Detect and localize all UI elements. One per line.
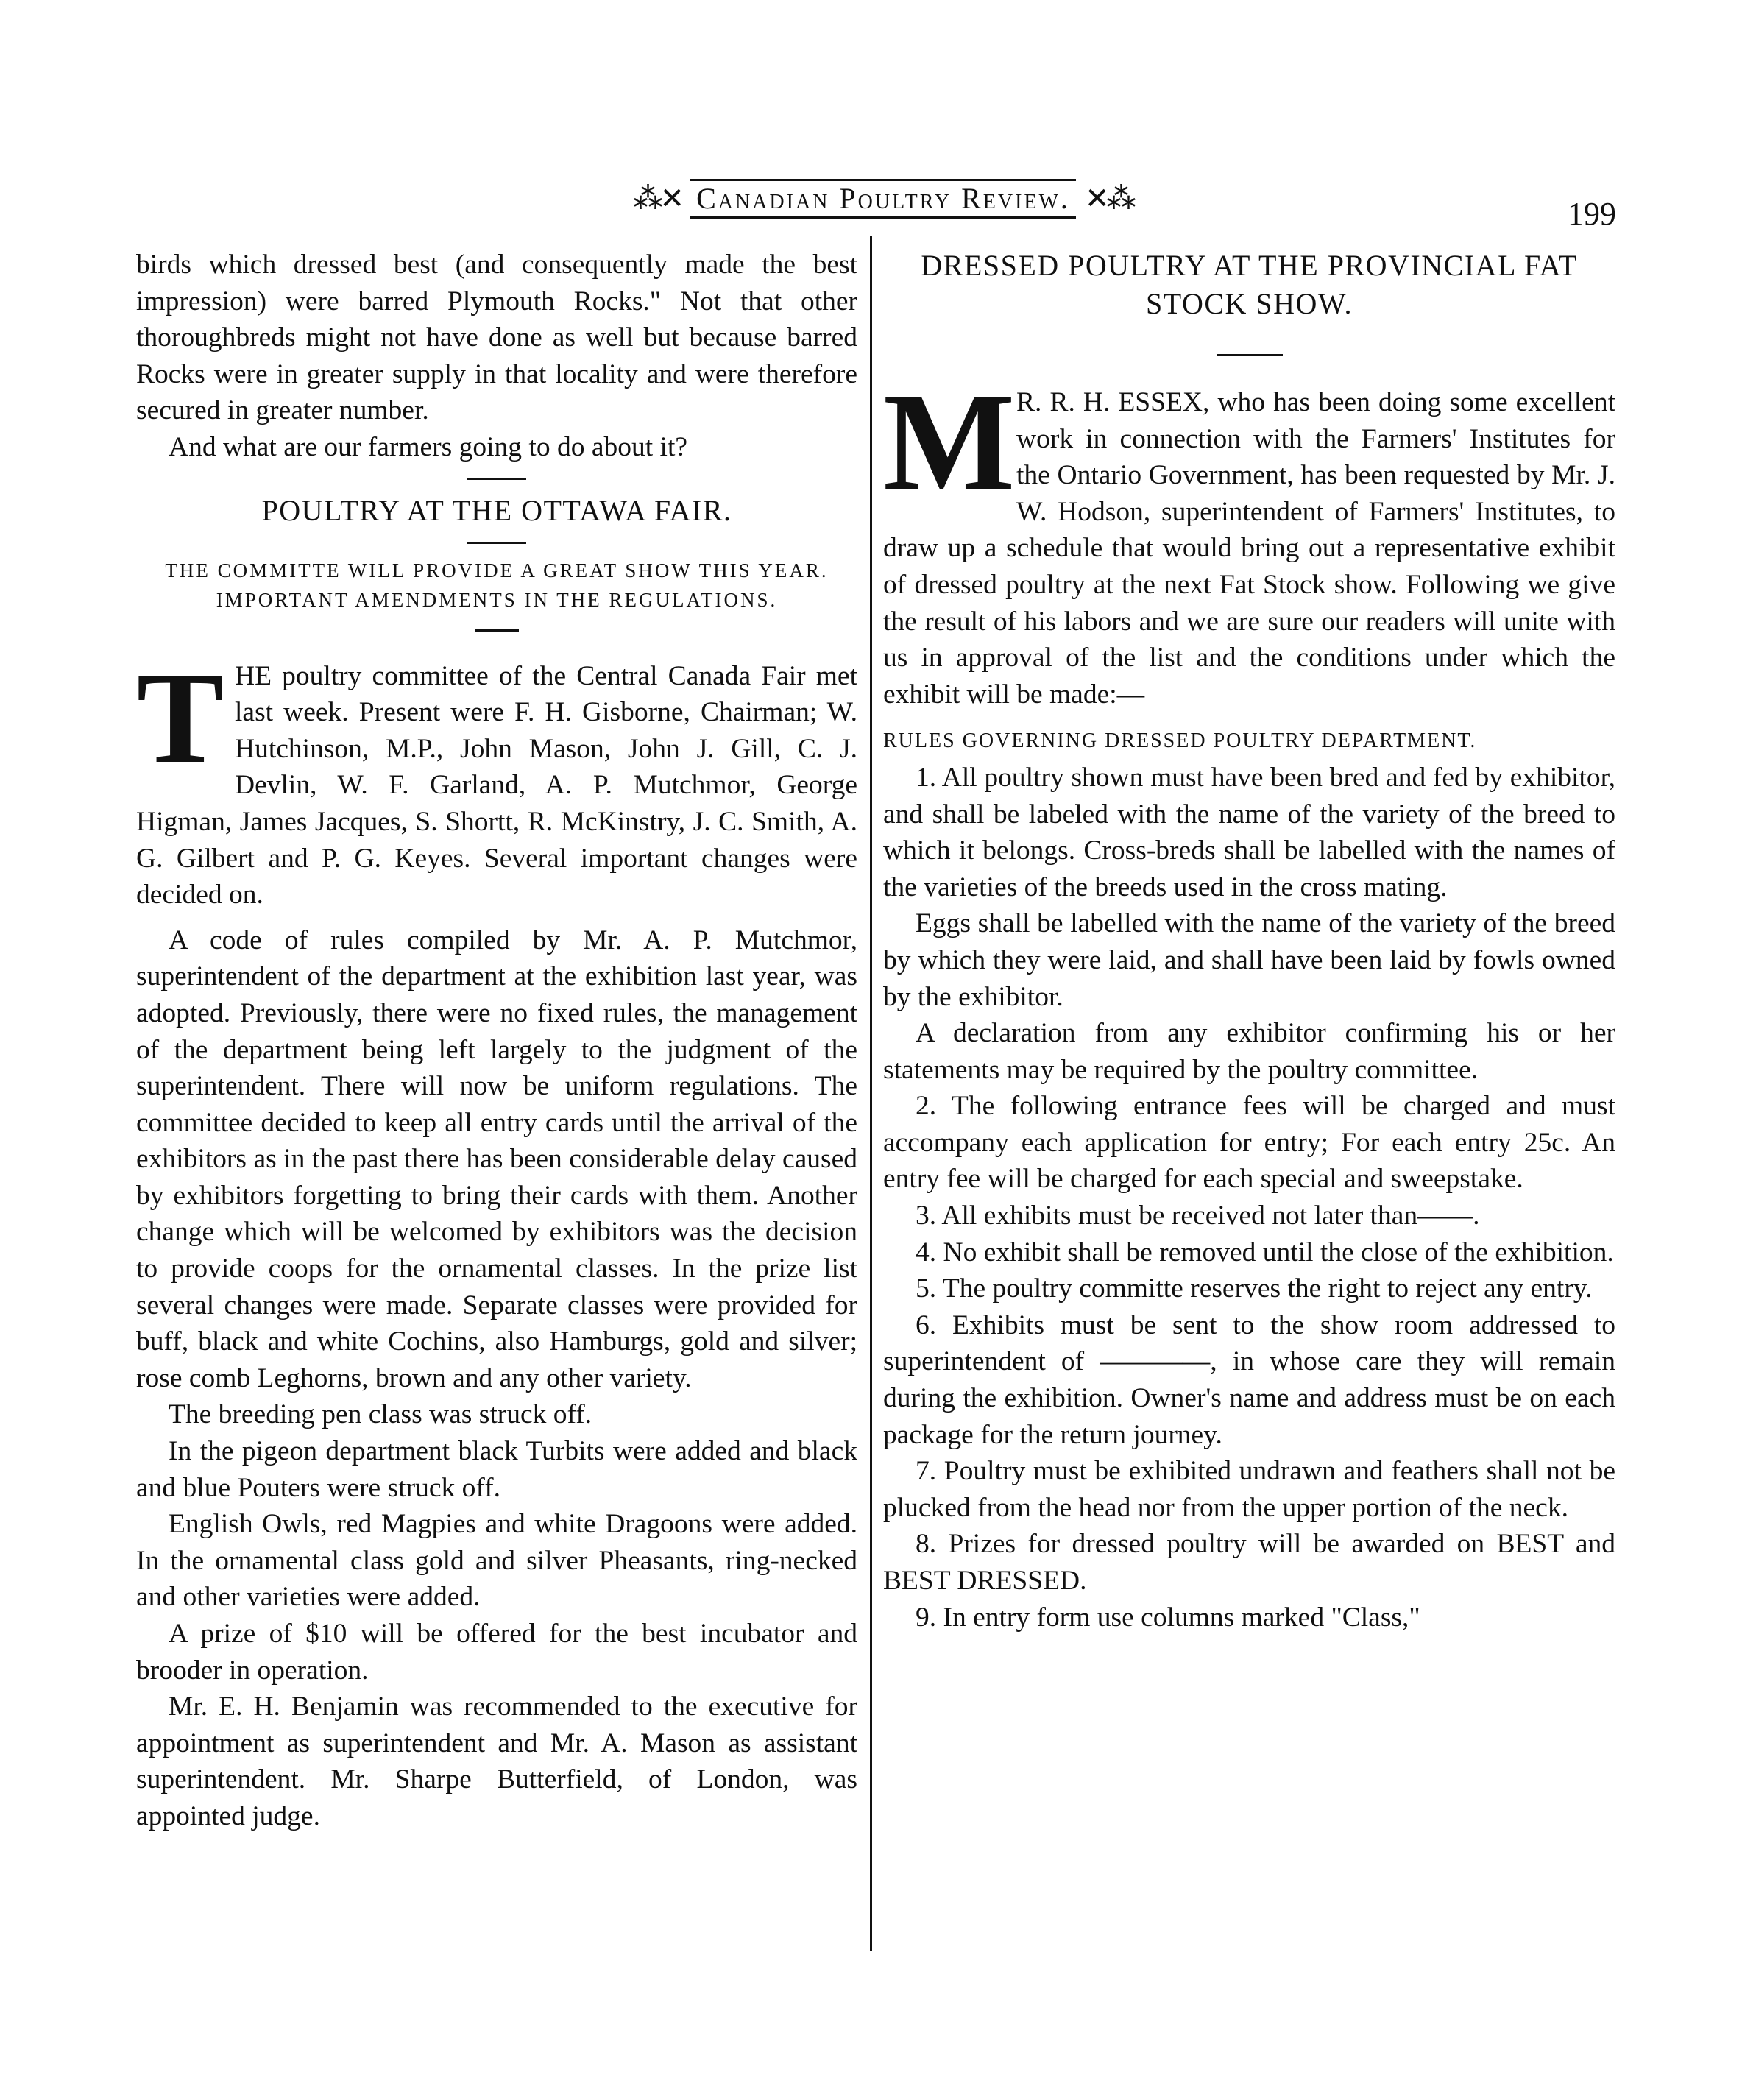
paragraph: Mr. E. H. Benjamin was recommended to the executive for appointment as superintendent and Mr. A. Mason as assistant superintendent. Mr. Sharpe Butterfield, of London, was appointed judge. [136,1691,857,1831]
rule-item: 5. The poultry committe reserves the right to reject any entry. [916,1273,1593,1304]
paragraph: The breeding pen class was struck off. [169,1399,592,1430]
dressed-poultry-heading: DRESSED POULTRY AT THE PROVINCIAL FAT STOCK SHOW. [921,249,1578,320]
rule-item: 8. Prizes for dressed poultry will be awarded on BEST and BEST DRESSED. [883,1529,1615,1596]
rule-item: 2. The following entrance fees will be charged and must accompany each application for entry; For each entry 25c. An entry fee will be charged for each special and sweepstake. [883,1091,1615,1195]
continued-paragraph: birds which dressed best (and consequently made the best impression) were barred Plymouth Rocks." Not that other thoroughbreds might not have done as well but because barred Rocks were in greater supply in that locality and were therefore secured in greater number. [136,250,857,426]
rule-item: 7. Poultry must be exhibited undrawn and feathers shall not be plucked from the head nor from the upper portion of the neck. [883,1456,1615,1523]
masthead-title: Canadian Poultry Review. [690,179,1076,219]
drop-cap-m: M [883,365,1016,520]
rule [475,629,519,632]
rule [1217,354,1283,356]
rule-item: 9. In entry form use columns marked "Class," [916,1602,1420,1633]
committee-paragraph: HE poultry committee of the Central Canada Fair met last week. Present were F. H. Gisborne, Chairman; W. Hutchinson, M.P., John Mason, John J. Gill, C. J. Devlin, W. F. Garland, A. P. Mutchmor, George Higman, James Jacques, S. Shortt, R. McKinstry, J. C. Smith, A. G. Gilbert and P. G. Keyes. Several important changes were decided on. [136,660,857,911]
column-divider [870,236,872,1951]
essex-paragraph: R. R. H. ESSEX, who has been doing some excellent work in connection with the Farmers' Institutes for the Ontario Government, has been requested by Mr. J. W. Hodson, superintendent of Farmers' Institutes, to draw up a schedule that would bring out a representative exhibit of dressed poultry at the next Fat Stock show. Following we give the result of his labors and we are sure our readers will unite with us in approval of the list and the conditions under which the exhibit will be made:— [883,387,1615,710]
right-column [883,247,1615,1636]
paragraph: English Owls, red Magpies and white Dragoons were added. In the ornamental class gold and silver Pheasants, ring-necked and other varieties were added. [136,1509,857,1613]
masthead [603,177,1163,221]
rule-item: A declaration from any exhibitor confirming his or her statements may be required by the poultry committee. [883,1018,1615,1085]
ottawa-fair-heading: POULTRY AT THE OTTAWA FAIR. [261,493,732,527]
rule-item: 3. All exhibits must be received not later than——. [916,1201,1480,1231]
rule [467,478,526,480]
drop-cap-t: T [136,644,224,791]
rule-item: 4. No exhibit shall be removed until the close of the exhibition. [916,1237,1614,1268]
ornament-left-icon: ⁂✕ [633,182,682,215]
ottawa-fair-subheading: THE COMMITTE WILL PROVIDE A GREAT SHOW THIS YEAR. IMPORTANT AMENDMENTS IN THE REGULATIONS. [165,559,829,611]
page-number: 199 [1568,196,1616,232]
closing-question: And what are our farmers going to do about it? [169,431,688,462]
paragraph: A prize of $10 will be offered for the best incubator and brooder in operation. [136,1619,857,1686]
rule-item: Eggs shall be labelled with the name of the variety of the breed by which they were laid, and shall have been laid by fowls owned by the exhibitor. [883,908,1615,1012]
rules-heading: RULES GOVERNING DRESSED POULTRY DEPARTMENT. [883,729,1477,753]
rule [467,542,526,544]
rule-item: 1. All poultry shown must have been bred and fed by exhibitor, and shall be labeled with the name of the variety of the breed to which it belongs. Cross-breds shall be labelled with the names of the varieties of the breeds used in the cross mating. [883,762,1615,902]
paragraph: In the pigeon department black Turbits were added and black and blue Pouters were struck off. [136,1436,857,1503]
ornament-right-icon: ✕⁂ [1084,182,1133,215]
left-column [136,247,857,1835]
rule-item: 6. Exhibits must be sent to the show room addressed to superintendent of ————, in whose care they will remain during the exhibition. Owner's name and address must be on each package for the return journey. [883,1309,1615,1450]
paragraph: A code of rules compiled by Mr. A. P. Mutchmor, superintendent of the department at the exhibition last year, was adopted. Previously, there were no fixed rules, the management of the department being left largely to the judgment of the superintendent. There will now be uniform regulations. The committee decided to keep all entry cards until the arrival of the exhibitors as in the past there has been considerable delay caused by exhibitors forgetting to bring their cards with them. Another change which will be welcomed by exhibitors was the decision to provide coops for the ornamental classes. In the prize list several changes were made. Separate classes were provided for buff, black and white Cochins, also Hamburgs, gold and silver; rose comb Leghorns, brown and any other variety. [136,925,857,1393]
